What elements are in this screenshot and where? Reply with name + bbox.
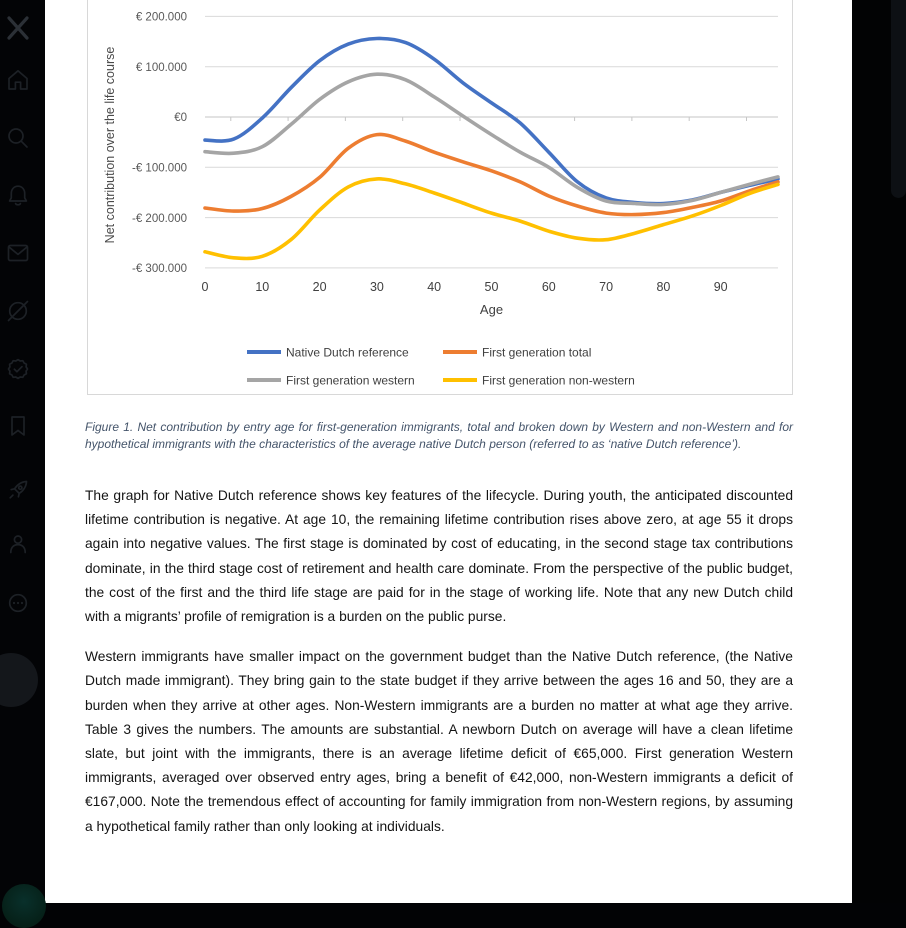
body-text <box>85 484 793 855</box>
grok-icon[interactable] <box>4 297 31 324</box>
y-tick-label: € 200.000 <box>135 11 187 24</box>
legend-label: First generation non-western <box>482 373 635 388</box>
series-first-generation-western <box>205 74 778 204</box>
series-native-dutch-reference <box>205 38 778 203</box>
y-tick-label: -€ 200.000 <box>132 212 187 225</box>
y-tick-label: -€ 100.000 <box>132 162 187 175</box>
legend-label: First generation total <box>482 345 592 360</box>
x-logo-icon[interactable] <box>4 14 31 41</box>
profile-person-icon[interactable] <box>4 530 31 557</box>
x-tick-label: 60 <box>541 280 556 294</box>
paragraph-2: Western immigrants have smaller impact on the government budget than the Native Dutch reference, (the Native Dutch made immigrant). They bring gain to the state budget if they arrive between the ages 16 and 50, they are a burden when they arrive at other ages. Non-Western immigrants are a burden no matter at what age they arrive. Table 3 gives the numbers. The amounts are substantial. A newborn Dutch on average will have a clean lifetime slate, but joint with the immigrants, there is an average lifetime deficit of €65,000. First generation Western immigrants, averaged over observed entry ages, bring a benefit of €42,000, non-Western immigrants a deficit of €167,000. Note the tremendous effect of accounting for family immigration from non-Western regions, by assuming a hypothetical family rather than only looking at individuals. <box>85 649 793 834</box>
account-avatar[interactable] <box>2 884 46 928</box>
y-axis-title: Net contribution over the life course <box>103 46 117 244</box>
x-tick-label: 0 <box>201 280 209 294</box>
x-axis-title: Age <box>479 302 504 317</box>
figure-caption: Figure 1. Net contribution by entry age for first-generation immigrants, total and broken down by Western and non-Western and for hypothetical immigrants with the characteristics of the average native Dutch person (referred to as ‘native Dutch reference’). <box>85 420 793 451</box>
right-gutter <box>852 0 906 903</box>
legend-label: First generation western <box>286 373 415 388</box>
x-tick-label: 90 <box>713 280 728 294</box>
messages-envelope-icon[interactable] <box>4 239 31 266</box>
figure-1-chart-svg <box>88 0 792 394</box>
x-tick-label: 80 <box>656 280 671 294</box>
x-tick-label: 20 <box>312 280 327 294</box>
series-first-generation-total <box>205 134 778 214</box>
notifications-bell-icon[interactable] <box>4 182 31 209</box>
x-tick-label: 40 <box>427 280 442 294</box>
series-first-generation-non-western <box>205 179 778 259</box>
home-icon[interactable] <box>4 66 31 93</box>
more-ellipsis-icon[interactable] <box>4 589 31 616</box>
y-tick-label: €0 <box>174 112 187 125</box>
x-tick-label: 30 <box>369 280 384 294</box>
post-button[interactable] <box>0 653 38 707</box>
legend-label: Native Dutch reference <box>286 345 409 360</box>
search-icon[interactable] <box>4 124 31 151</box>
y-tick-label: -€ 300.000 <box>132 263 187 276</box>
jobs-rocket-icon[interactable] <box>4 476 31 503</box>
verified-orgs-seal-icon[interactable] <box>4 355 31 382</box>
figure-1-chart <box>87 0 793 395</box>
x-sidebar <box>0 0 45 903</box>
y-tick-label: € 100.000 <box>135 61 187 74</box>
document-page <box>45 0 852 903</box>
x-tick-label: 50 <box>484 280 499 294</box>
scrollbar-thumb[interactable] <box>891 0 906 198</box>
x-tick-label: 10 <box>255 280 270 294</box>
x-tick-label: 70 <box>599 280 614 294</box>
paragraph-1: The graph for Native Dutch reference shows key features of the lifecycle. During youth, the anticipated discounted lifetime contribution is negative. At age 10, the remaining lifetime contribution rises above zero, at age 55 it drops again into negative values. The first stage is dominated by cost of educating, in the second stage tax contributions dominate, in the third stage cost of retirement and health care dominate. From the perspective of the public budget, the cost of the first and the third life stage are paid for in the stage of working life. Note that any new Dutch child with a migrants’ profile of remigration is a burden on the public purse. <box>85 488 793 625</box>
bookmarks-icon[interactable] <box>4 412 31 439</box>
